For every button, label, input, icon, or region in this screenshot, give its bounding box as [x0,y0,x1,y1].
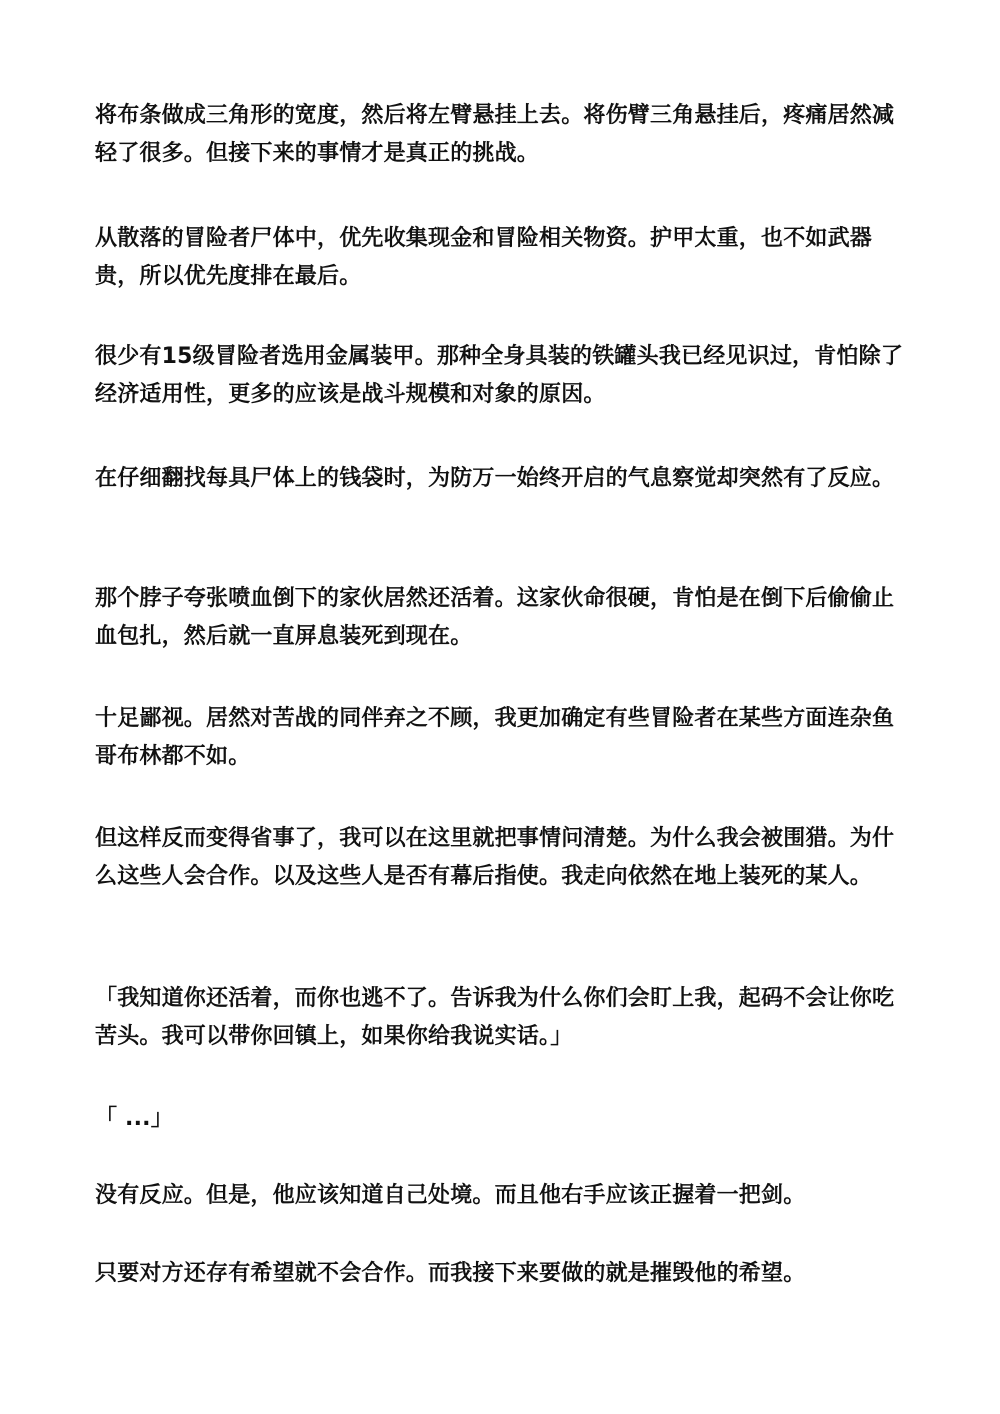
paragraph: 从散落的冒险者尸体中，优先收集现金和冒险相关物资。护甲太重，也不如武器贵，所以优先度排在最后。 [95,226,873,289]
paragraph: 很少有15级冒险者选用金属装甲。那种全身具装的铁罐头我已经见识过，肯怕除了经济适用性，更多的应该是战斗规模和对象的原因。 [95,344,904,407]
paragraph: 将布条做成三角形的宽度，然后将左臂悬挂上去。将伤臂三角悬挂后，疼痛居然减轻了很多。但接下来的事情才是真正的挑战。 [95,103,895,166]
paragraph: 十足鄙视。居然对苦战的同伴弃之不顾，我更加确定有些冒险者在某些方面连杂鱼哥布林都不如。 [95,706,895,769]
paragraph: 但这样反而变得省事了，我可以在这里就把事情问清楚。为什么我会被围猎。为什么这些人会合作。以及这些人是否有幕后指使。我走向依然在地上装死的某人。 [95,826,895,889]
dialogue-paragraph: 「 ...」 [95,1106,173,1131]
paragraph: 在仔细翻找每具尸体上的钱袋时，为防万一始终开启的气息察觉却突然有了反应。 [95,466,895,491]
paragraph: 只要对方还存有希望就不会合作。而我接下来要做的就是摧毁他的希望。 [95,1261,806,1286]
paragraph: 那个脖子夸张喷血倒下的家伙居然还活着。这家伙命很硬，肯怕是在倒下后偷偷止血包扎，然后就一直屏息装死到现在。 [95,586,895,649]
dialogue-paragraph: 「我知道你还活着，而你也逃不了。告诉我为什么你们会盯上我，起码不会让你吃苦头。我可以带你回镇上，如果你给我说实话。」 [95,986,895,1049]
paragraph: 没有反应。但是，他应该知道自己处境。而且他右手应该正握着一把剑。 [95,1183,806,1208]
